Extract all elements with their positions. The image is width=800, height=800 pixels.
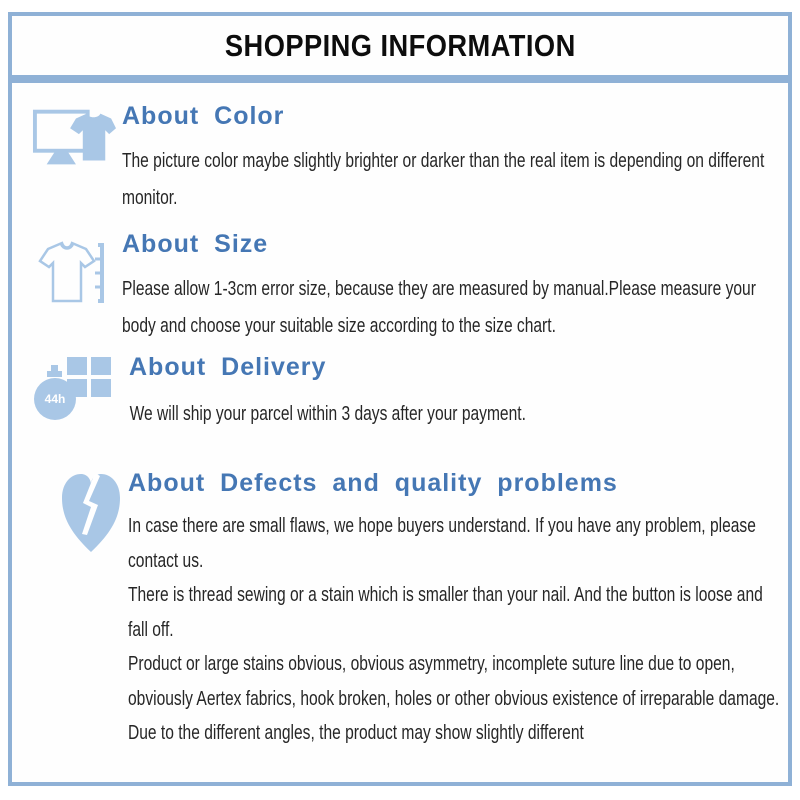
- section-about-delivery: [26, 352, 778, 432]
- section-body: [128, 509, 778, 751]
- stopwatch-parcel-icon: [34, 352, 114, 424]
- shirt-ruler-icon: [36, 239, 112, 307]
- text-column: [122, 229, 778, 344]
- section-heading: About Color: [122, 102, 285, 130]
- monitor-shirt-icon: [32, 101, 116, 179]
- header-box: [8, 12, 792, 79]
- section-heading: About Defects and quality problems: [128, 469, 618, 497]
- section-paragraph: The picture color maybe slightly brighter or darker than the real item is depending on different monitor.: [122, 149, 765, 209]
- page-title: SHOPPING INFORMATION: [224, 27, 576, 63]
- icon-column: [26, 352, 122, 424]
- text-column: [122, 352, 778, 432]
- section-body: [122, 395, 778, 432]
- section-about-defects: [26, 468, 778, 751]
- icon-column: [26, 468, 128, 554]
- content-box: [8, 79, 792, 786]
- section-about-size: [26, 229, 778, 344]
- stopwatch-label: 44h: [44, 392, 66, 406]
- icon-column: [26, 229, 122, 307]
- section-about-color: [26, 101, 778, 216]
- section-heading: About Delivery: [129, 353, 327, 381]
- section-paragraph: Product or large stains obvious, obvious asymmetry, incomplete suture line due to open, obviously Aertex fabrics, hook broken, holes or other obvious existence of irreparable damage.: [128, 652, 780, 710]
- section-body: [122, 142, 778, 216]
- broken-heart-icon: [60, 470, 122, 554]
- section-paragraph: There is thread sewing or a stain which is smaller than your nail. And the button is loose and fall off.: [128, 583, 763, 641]
- section-paragraph: In case there are small flaws, we hope buyers understand. If you have any problem, please contact us.: [128, 514, 756, 572]
- section-paragraph: Please allow 1-3cm error size, because they are measured by manual.Please measure your body and choose your suitable size according to the size chart.: [122, 277, 756, 337]
- text-column: [128, 468, 778, 751]
- section-heading: About Size: [122, 230, 269, 258]
- section-body: [122, 270, 778, 344]
- text-column: [122, 101, 778, 216]
- icon-column: [26, 101, 122, 179]
- section-paragraph: Due to the different angles, the product may show slightly different: [128, 721, 584, 744]
- section-paragraph: We will ship your parcel within 3 days after your payment.: [129, 402, 526, 425]
